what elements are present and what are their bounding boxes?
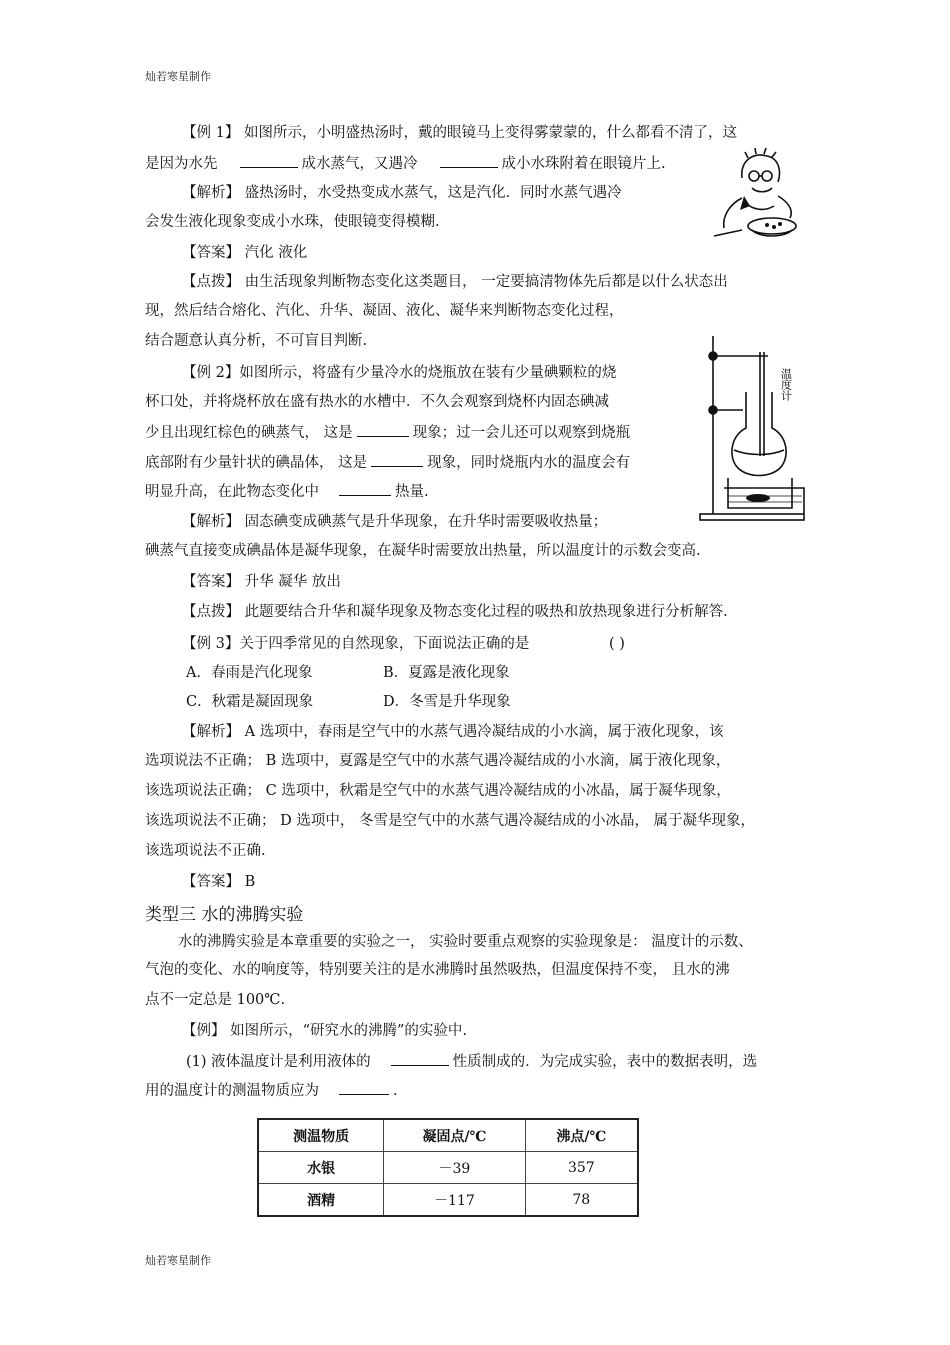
ex2-question-line5 [145, 482, 429, 501]
boy-soup-illustration [712, 148, 812, 240]
answer-blank [357, 423, 409, 437]
ex2-q3-pre: 少且出现红棕色的碘蒸气， 这是 [145, 425, 353, 441]
boiling-q1-end: 性质制成的．为完成实验，表中的数据表明，选 [452, 1054, 758, 1070]
boiling-q1b-pre: 用的温度计的测温物质应为 [145, 1083, 319, 1099]
table-row [258, 1184, 638, 1217]
ex1-answer: 【答案】 汽化 液化 [182, 245, 308, 261]
answer-blank [371, 453, 423, 467]
answer-blank [440, 154, 498, 168]
ex2-analysis-line1: 【解析】 固态碘变成碘蒸气是升华现象，在升华时需要吸收热量； [182, 514, 608, 530]
ex2-q3-end: 现象；过一会儿还可以观察到烧瓶 [412, 425, 631, 441]
section-para-line3: 点不一定总是 100℃. [145, 992, 286, 1008]
ex2-tip: 【点拨】 此题要结合升华和凝华现象及物态变化过程的吸热和放热现象进行分析解答. [182, 604, 728, 620]
table-header-row [258, 1119, 638, 1152]
ex1-tip-line3: 结合题意认真分析，不可盲目判断. [145, 333, 368, 349]
ex1-tip-line2: 现，然后结合熔化、汽化、升华、凝固、液化、凝华来判断物态变化过程， [145, 303, 624, 319]
boiling-example-title: 【例】 如图所示，“研究水的沸腾”的实验中. [182, 1023, 468, 1039]
ex3-option-b: B．夏露是液化现象 [383, 665, 510, 681]
section-para-line2: 气泡的变化、水的响度等，特别要关注的是水沸腾时虽然吸热，但温度保持不变， 且水的沸 [145, 962, 730, 978]
ex3-analysis-line2: 选项说法不正确； B 选项中，夏露是空气中的水蒸气遇冷凝结成的小水滴，属于液化现象， [145, 753, 731, 769]
ex2-analysis-line2: 碘蒸气直接变成碘晶体是凝华现象，在凝华时需要放出热量，所以温度计的示数会变高. [145, 543, 701, 559]
ex2-question-line3 [145, 423, 630, 442]
answer-blank [391, 1052, 449, 1066]
table-cell: 酒精 [258, 1184, 384, 1217]
table-header-cell: 凝固点/℃ [384, 1119, 525, 1152]
table-cell: －117 [384, 1184, 525, 1217]
ex2-q5-end: 热量. [395, 484, 429, 500]
ex1-q-mid: 成水蒸气，又遇冷 [301, 156, 418, 172]
answer-blank [339, 1081, 389, 1095]
ex2-question-line2: 杯口处，并将烧杯放在盛有热水的水槽中．不久会观察到烧杯内固态碘减 [145, 394, 609, 410]
table-cell: 水银 [258, 1152, 384, 1184]
page-header: 灿若寒星制作 [145, 70, 211, 83]
thermometer-substance-table [257, 1118, 639, 1217]
ex3-answer: 【答案】 B [182, 874, 256, 890]
ex3-option-c: C．秋霜是凝固现象 [186, 694, 314, 710]
ex1-q-pre: 是因为水先 [145, 156, 218, 172]
section-para-line1: 水的沸腾实验是本章重要的实验之一， 实验时要重点观察的实验现象是： 温度计的示数、 [178, 934, 753, 950]
ex3-analysis-line3: 该选项说法正确； C 选项中，秋霜是空气中的水蒸气遇冷凝结成的小冰晶，属于凝华现象， [145, 783, 731, 799]
ex3-option-d: D．冬雪是升华现象 [383, 694, 511, 710]
table-header-cell: 沸点/℃ [525, 1119, 638, 1152]
ex3-question: 【例 3】关于四季常见的自然现象，下面说法正确的是 [182, 636, 530, 652]
ex1-question-line1: 【例 1】 如图所示，小明盛热汤时，戴的眼镜马上变得雾蒙蒙的，什么都看不清了，这 [182, 125, 737, 141]
ex2-q4-pre: 底部附有少量针状的碘晶体， 这是 [145, 455, 368, 471]
iodine-sublimation-apparatus [698, 332, 813, 524]
table-cell: －39 [384, 1152, 525, 1184]
table-cell: 357 [525, 1152, 638, 1184]
ex2-question-line4 [145, 453, 630, 472]
ex3-analysis-line4: 该选项说法不正确； D 选项中， 冬雪是空气中的水蒸气遇冷凝结成的小冰晶， 属于凝华现象， [145, 813, 756, 829]
ex1-analysis-line2: 会发生液化现象变成小水珠，使眼镜变得模糊. [145, 214, 440, 230]
ex3-answer-paren: ( ) [609, 636, 625, 652]
ex3-option-a: A．春雨是汽化现象 [186, 665, 313, 681]
ex1-q-end: 成小水珠附着在眼镜片上. [501, 156, 666, 172]
answer-blank [240, 154, 298, 168]
boiling-q1-line2 [145, 1081, 398, 1100]
ex2-question-line1: 【例 2】如图所示，将盛有少量冷水的烧瓶放在装有少量碘颗粒的烧 [182, 365, 617, 381]
ex2-q4-end: 现象，同时烧瓶内水的温度会有 [427, 455, 631, 471]
table-header-cell: 测温物质 [258, 1119, 384, 1152]
ex1-question-line2 [145, 154, 666, 173]
section-title: 类型三 水的沸腾实验 [145, 905, 304, 925]
ex3-analysis-line5: 该选项说法不正确. [145, 843, 266, 859]
boiling-q1b-end: . [393, 1083, 398, 1099]
ex1-tip-line1: 【点拨】 由生活现象判断物态变化这类题目， 一定要搞清物体先后都是以什么状态出 [182, 274, 728, 290]
ex2-answer: 【答案】 升华 凝华 放出 [182, 574, 341, 590]
ex1-analysis-line1: 【解析】 盛热汤时，水受热变成水蒸气，这是汽化．同时水蒸气遇冷 [182, 185, 622, 201]
ex3-analysis-line1: 【解析】 A 选项中，春雨是空气中的水蒸气遇冷凝结成的小水滴，属于液化现象，该 [182, 724, 724, 740]
page-footer: 灿若寒星制作 [145, 1254, 211, 1267]
boiling-q1-line1 [186, 1052, 757, 1071]
table-row [258, 1152, 638, 1184]
answer-blank [339, 482, 391, 496]
thermometer-label: 温度计 [779, 368, 793, 401]
table-cell: 78 [525, 1184, 638, 1217]
boiling-q1-pre: (1) 液体温度计是利用液体的 [186, 1054, 371, 1070]
ex2-q5-pre: 明显升高，在此物态变化中 [145, 484, 319, 500]
